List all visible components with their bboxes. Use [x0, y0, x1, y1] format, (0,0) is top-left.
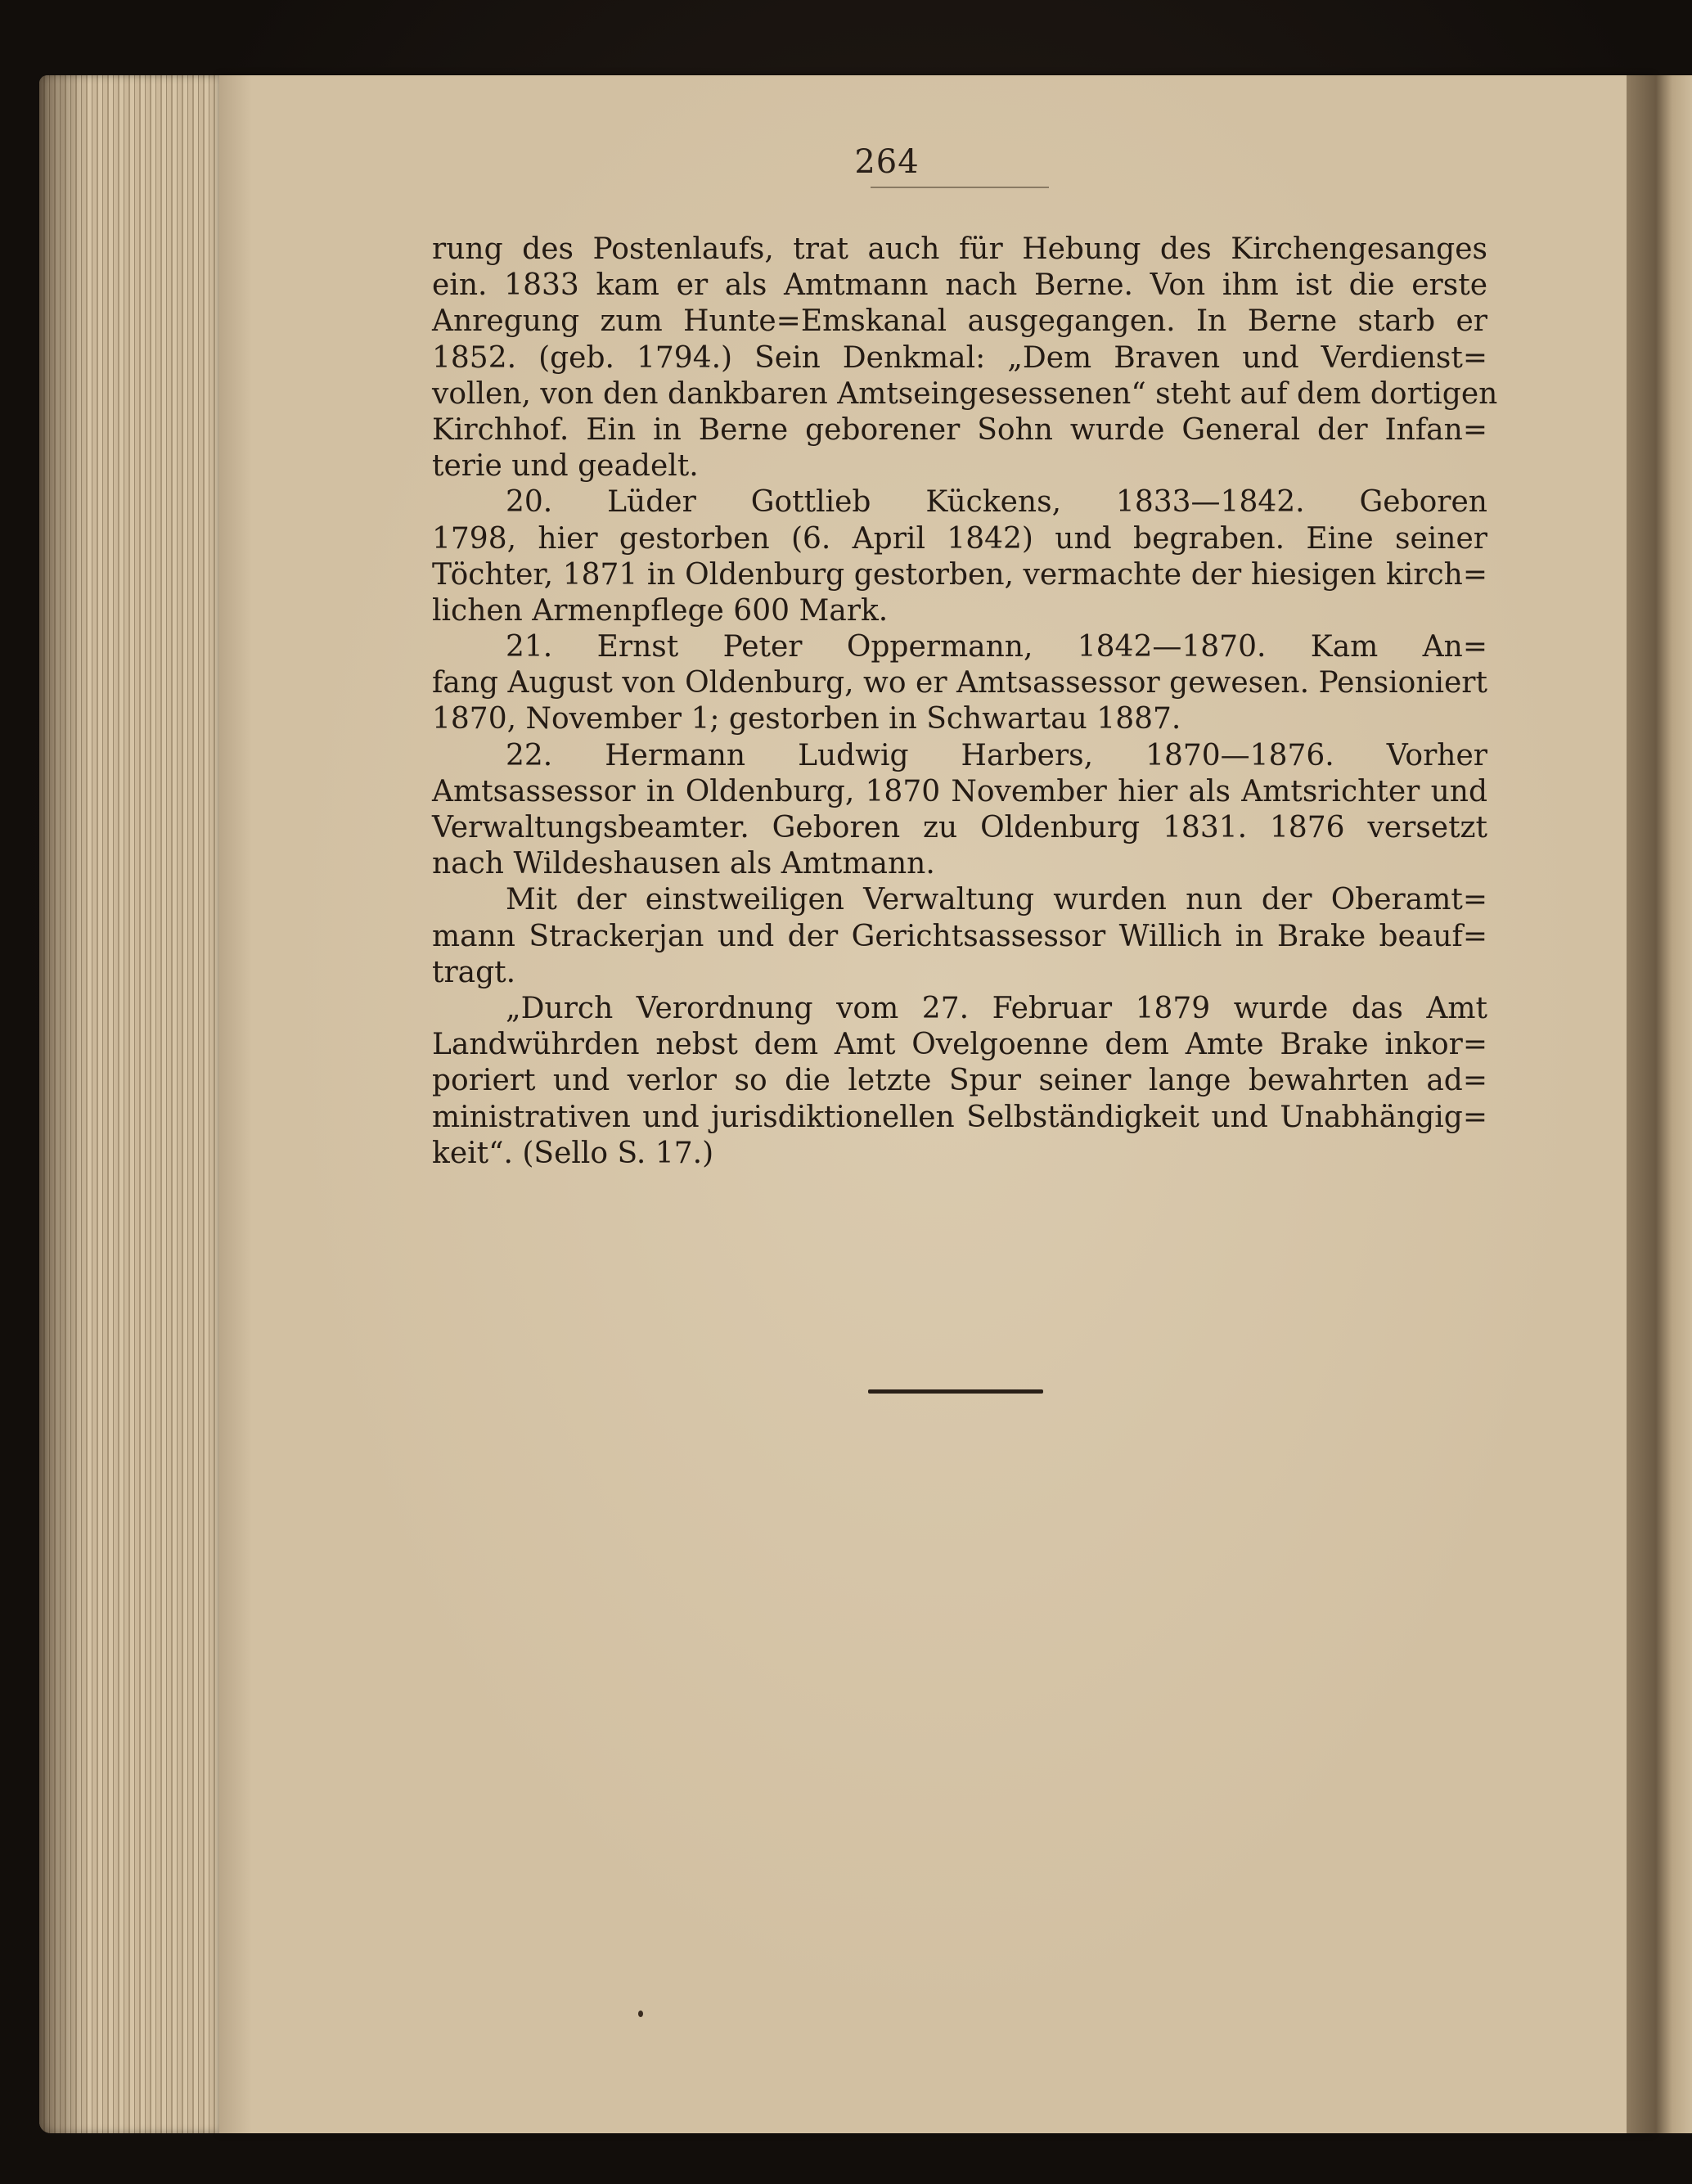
text-line: ministrativen und jurisdiktionellen Selbständigkeit und Unabhängig= [432, 1100, 1487, 1134]
text-line: 22. Hermann Ludwig Harbers, 1870—1876. Vorher [506, 738, 1487, 772]
text-line: Landwührden nebst dem Amt Ovelgoenne dem Amte Brake inkor= [432, 1028, 1487, 1062]
text-line: ein. 1833 kam er als Amtmann nach Berne. Von ihm ist die erste [432, 268, 1487, 303]
text-line: rung des Postenlaufs, trat auch für Hebung des Kirchengesanges [432, 232, 1487, 266]
text-line: Töchter, 1871 in Oldenburg gestorben, vermachte der hiesigen kirch= [432, 557, 1487, 592]
body-text [432, 232, 1498, 1172]
text-line: 1870, November 1; gestorben in Schwartau 1887. [432, 702, 1181, 736]
text-line: Amtsassessor in Oldenburg, 1870 November hier als Amtsrichter und [432, 774, 1487, 808]
text-line: lichen Armenpflege 600 Mark. [432, 593, 889, 628]
text-line: Mit der einstweiligen Verwaltung wurden nun der Oberamt= [506, 883, 1487, 917]
text-line: poriert und verlor so die letzte Spur seiner lange bewahrten ad= [432, 1064, 1487, 1098]
text-line: vollen, von den dankbaren Amtseingesessenen“ steht auf dem dortigen [432, 376, 1498, 411]
text-line: nach Wildeshausen als Amtmann. [432, 847, 935, 881]
ink-speck [638, 2011, 643, 2017]
page-number [0, 143, 1692, 181]
text-line: fang August von Oldenburg, wo er Amtsassessor gewesen. Pensioniert [432, 666, 1487, 700]
text-line: 21. Ernst Peter Oppermann, 1842—1870. Kam An= [506, 630, 1487, 664]
page-number-text: 264 [854, 143, 920, 181]
text-line: „Durch Verordnung vom 27. Februar 1879 wurde das Amt [506, 991, 1487, 1025]
end-rule [868, 1389, 1043, 1394]
text-line: Verwaltungsbeamter. Geboren zu Oldenburg 1831. 1876 versetzt [432, 811, 1487, 844]
text-line: Kirchhof. Ein in Berne geborener Sohn wurde General der Infan= [432, 412, 1487, 447]
page-edges-shadow [39, 75, 88, 2133]
header-rule [871, 187, 1049, 188]
text-line: 20. Lüder Gottlieb Kückens, 1833—1842. Geboren [506, 485, 1487, 520]
text-line: 1852. (geb. 1794.) Sein Denkmal: „Dem Braven und Verdienst= [432, 340, 1487, 375]
text-line: terie und geadelt. [432, 449, 699, 484]
text-line: 1798, hier gestorben (6. April 1842) und begraben. Eine seiner [432, 521, 1487, 556]
text-line: Anregung zum Hunte=Emskanal ausgegangen. In Berne starb er [432, 304, 1487, 339]
text-line: keit“. (Sello S. 17.) [432, 1136, 714, 1170]
book-gutter [1627, 75, 1692, 2133]
text-line: tragt. [432, 955, 516, 989]
text-line: mann Strackerjan und der Gerichtsassessor Willich in Brake beauf= [432, 919, 1487, 953]
